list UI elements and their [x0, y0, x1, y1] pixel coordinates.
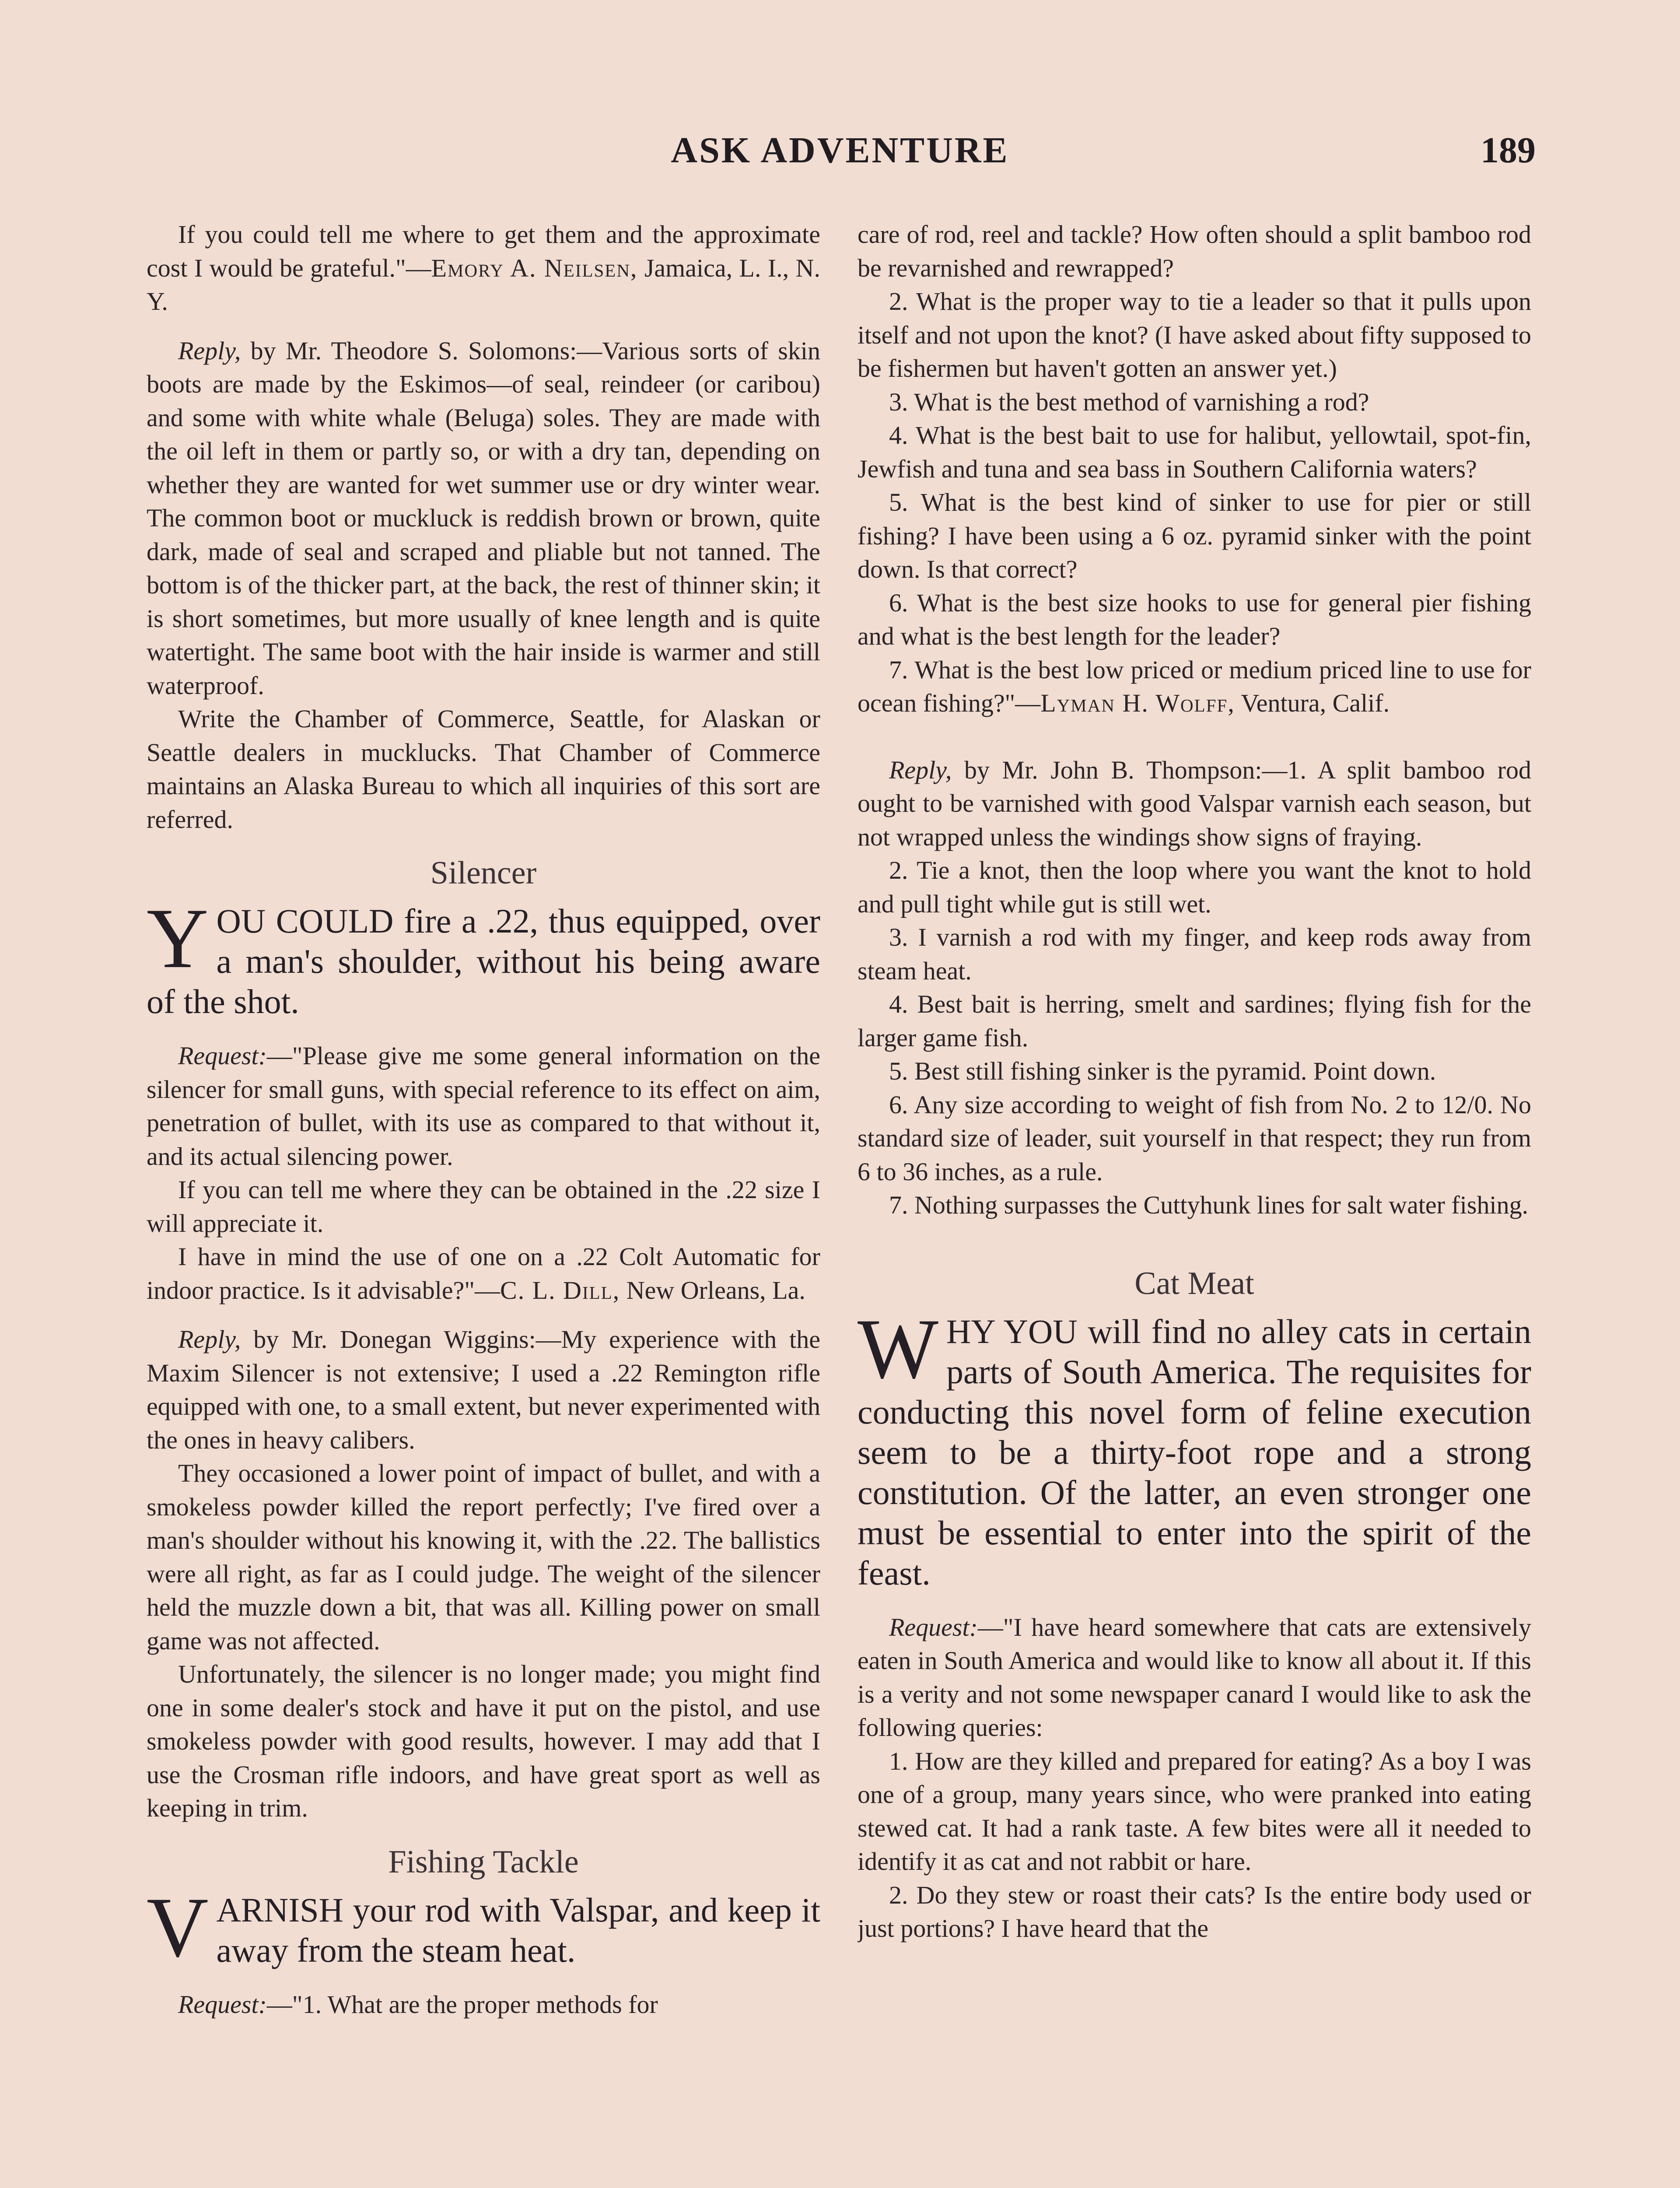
paragraph: 4. Best bait is herring, smelt and sardines; flying fish for the larger game fish.: [858, 990, 1531, 1052]
reply-label: Reply,: [889, 755, 952, 784]
paragraph: 1. How are they killed and prepared for eating? As a boy I was one of a group, many years since, who were pranked into eating stewed cat. It had a rank taste. A few bites were all it needed to identify it as cat and not rabbit or hare.: [858, 1746, 1531, 1876]
request-label: Request:: [178, 1041, 267, 1070]
paragraph: 7. What is the best low priced or medium priced line to use for ocean fishing?"—Lyman H. Wolff, Ventura, Calif.: [858, 655, 1531, 717]
paragraph: 5. What is the best kind of sinker to use for pier or still fishing? I have been using a 6 oz. pyramid sinker with the point down. Is that correct?: [858, 488, 1531, 583]
paragraph: 3. What is the best method of varnishing a rod?: [889, 387, 1369, 416]
paragraph: care of rod, reel and tackle? How often should a split bamboo rod be revarnished and rewrapped?: [858, 220, 1531, 282]
signature: C. L. Dill,: [500, 1276, 620, 1304]
running-title: ASK ADVENTURE: [671, 130, 1009, 171]
teaser-cat-meat: WHY YOU will find no alley cats in certain parts of South America. The requisites for conducting this novel form of feline execution seem to be a thirty-foot rope and a strong constitution. Of the latter, an even stronger one must be essential to enter into the spirit of the feast.: [858, 1301, 1531, 1592]
section-title-fishing-tackle: Fishing Tackle: [388, 1844, 579, 1880]
paragraph: 6. Any size according to weight of fish from No. 2 to 12/0. No standard size of leader, suit yourself in that respect; they run from 6 to 36 inches, as a rule.: [858, 1090, 1531, 1186]
request-label: Request:: [178, 1990, 267, 2019]
reply-paragraph: Reply, by Mr. John B. Thompson:—1. A split bamboo rod ought to be varnished with good Valspar varnish each season, but not wrapped unless the windings show signs of fraying.: [858, 755, 1531, 851]
reply-paragraph: Reply, by Mr. Donegan Wiggins:—My experience with the Maxim Silencer is not extensive; I used a .22 Remington rifle equipped with one, to a small extent, but never experimented with the ones in heavy calibers.: [147, 1325, 820, 1454]
reply-label: Reply,: [178, 336, 241, 365]
signature: Emory A. Neilsen,: [431, 253, 638, 282]
paragraph: They occasioned a lower point of impact of bullet, and with a smokeless powder killed the report perfectly; I've fired over a man's shoulder without his knowing it, with the .22. The ballistics were all right, as far as I could judge. The weight of the silencer held the muzzle down a bit, that was all. Killing power on small game was not affected.: [147, 1459, 820, 1655]
paragraph: I have in mind the use of one on a .22 Colt Automatic for indoor practice. Is it advisable?"—C. L. Dill, New Orleans, La.: [147, 1242, 820, 1304]
paragraph: 2. What is the proper way to tie a leader so that it pulls upon itself and not upon the knot? (I have asked about fifty supposed to be fishermen but haven't gotten an answer yet.): [858, 287, 1531, 382]
paragraph: If you could tell me where to get them and the approximate cost I would be grateful."—Emory A. Neilsen, Jamaica, L. I., N. Y.: [147, 220, 820, 316]
left-column: [147, 218, 820, 2188]
signature: Lyman H. Wolff,: [1040, 689, 1235, 717]
drop-cap: Y: [147, 891, 209, 986]
paragraph: Write the Chamber of Commerce, Seattle, for Alaskan or Seattle dealers in mucklucks. That Chamber of Commerce maintains an Alaska Bureau to which all inquiries of this sort are referred.: [147, 705, 820, 834]
right-column: [858, 218, 1531, 2188]
request-paragraph: Request:—"1. What are the proper methods for: [178, 1990, 658, 2019]
request-paragraph: Request:—"I have heard somewhere that cats are extensively eaten in South America and would like to know all about it. If this is a verity and not some newspaper canard I would like to ask the following queries:: [858, 1613, 1531, 1742]
reply-label: Reply,: [178, 1325, 241, 1353]
request-paragraph: Request:—"Please give me some general information on the silencer for small guns, with special reference to its effect on aim, penetration of bullet, with its use as compared to that without it, and its actual silencing power.: [147, 1041, 820, 1171]
teaser-fishing-tackle: VARNISH your rod with Valspar, and keep it away from the steam heat.: [147, 1879, 820, 1975]
drop-cap: W: [858, 1301, 938, 1396]
section-title-silencer: Silencer: [430, 855, 537, 891]
paragraph: 2. Do they stew or roast their cats? Is the entire body used or just portions? I have heard that the: [858, 1880, 1531, 1943]
reply-paragraph: Reply, by Mr. Theodore S. Solomons:—Various sorts of skin boots are made by the Eskimos—of seal, reindeer (or caribou) and some with white whale (Beluga) soles. They are made with the oil left in them or partly so, or with a dry tan, depending on whether they are wanted for wet summer use or dry winter wear. The common boot or muckluck is reddish brown or brown, quite dark, made of seal and scraped and pliable but not tanned. The bottom is of the thicker part, at the back, the rest of thinner skin; it is short sometimes, but more usually of knee length and is quite watertight. The same boot with the hair inside is warmer and still waterproof.: [147, 336, 820, 700]
paragraph: 7. Nothing surpasses the Cuttyhunk lines for salt water fishing.: [889, 1191, 1529, 1219]
page-number: 189: [1480, 130, 1536, 171]
section-title-cat-meat: Cat Meat: [1134, 1265, 1254, 1301]
paragraph: 6. What is the best size hooks to use for general pier fishing and what is the best length for the leader?: [858, 588, 1531, 650]
drop-cap: V: [147, 1879, 209, 1975]
paragraph: 2. Tie a knot, then the loop where you want the knot to hold and pull tight while gut is still wet.: [858, 856, 1531, 918]
request-label: Request:: [889, 1613, 978, 1641]
paragraph: Unfortunately, the silencer is no longer made; you might find one in some dealer's stock and have it put on the pistol, and use smokeless powder with good results, however. I may add that I use the Crosman rifle indoors, and have great sport as well as keeping in trim.: [147, 1660, 820, 1822]
paragraph: 5. Best still fishing sinker is the pyramid. Point down.: [889, 1057, 1436, 1085]
paragraph: If you can tell me where they can be obtained in the .22 size I will appreciate it.: [147, 1175, 820, 1238]
paragraph: 3. I varnish a rod with my finger, and keep rods away from steam heat.: [858, 923, 1531, 985]
paragraph: 4. What is the best bait to use for halibut, yellowtail, spot-fin, Jewfish and tuna and sea bass in Southern California waters?: [858, 421, 1531, 483]
teaser-silencer: YOU COULD fire a .22, thus equipped, over a man's shoulder, without his being aware of the shot.: [147, 891, 820, 1020]
